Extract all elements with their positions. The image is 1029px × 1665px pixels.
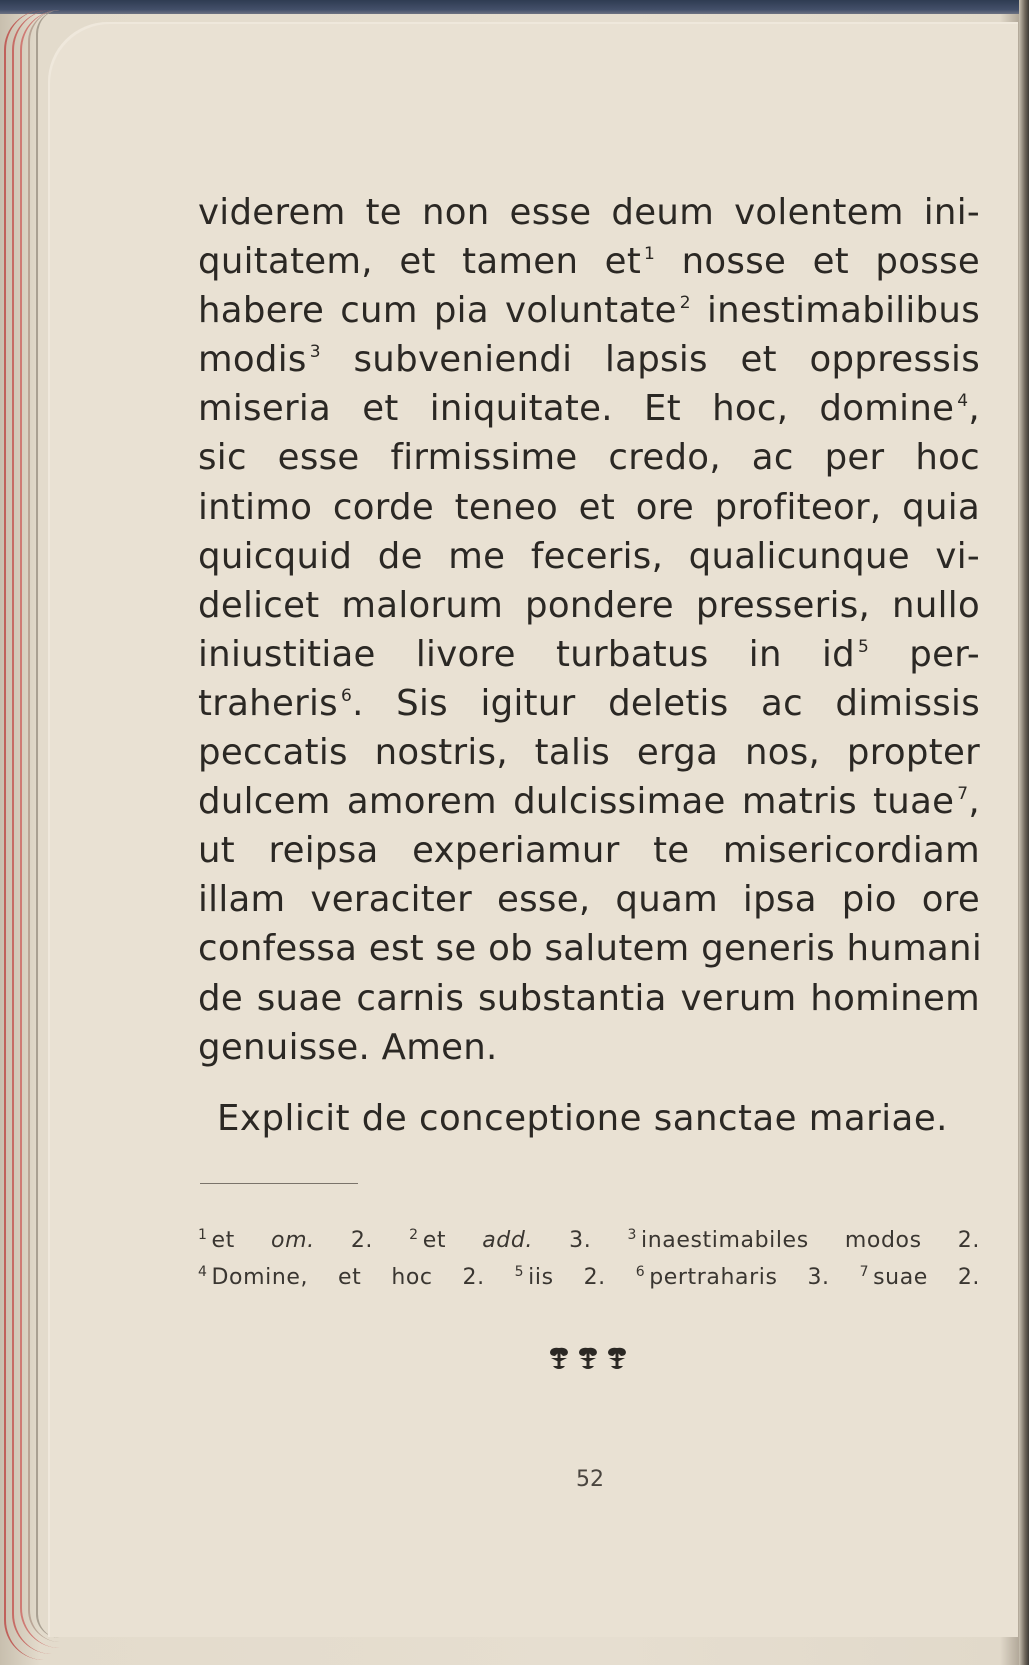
footnote-text: 3. [533,1228,592,1253]
text-run: , [968,388,980,430]
footnote-marker: 2 [679,293,691,314]
footnote-text: iis 2. [528,1265,606,1290]
book-right-edge [1019,0,1029,1665]
text-run: , [968,781,980,823]
text-line [198,630,980,679]
footnote [515,1265,606,1290]
text-line [198,728,980,777]
text-line [198,483,980,532]
footnote-text: Domine, et hoc 2. [211,1265,485,1290]
text-line [198,875,980,924]
footnotes [198,1222,980,1296]
text-run: delicet malorum pondere presseris, nullo [198,584,980,626]
footnote-italic: add. [482,1228,533,1253]
page-number: 52 [576,1467,604,1492]
text-run: habere cum pia voluntate [198,290,677,332]
footnote-number: 3 [627,1227,637,1243]
footnote-text: pertraharis 3. [649,1265,830,1290]
text-run: miseria et iniquitate. Et hoc, domine [198,388,955,430]
footnote-marker: 6 [340,685,353,706]
footnote-rule [200,1183,358,1184]
text-run: genuisse. Amen. [198,1026,498,1068]
text-run: ut reipsa experiamur te misericordiam [198,830,980,872]
text-run: sic esse firmissime credo, ac per hoc [198,437,980,479]
footnote-number: 4 [198,1264,208,1280]
fleuron-ornament-icon [545,1340,631,1374]
footnote-text: suae 2. [873,1265,981,1290]
text-run: per- [869,633,980,675]
text-line [198,581,980,630]
footnote-marker: 1 [644,244,656,265]
text-line [198,286,980,335]
text-run: quitatem, et tamen et [198,241,642,283]
footnote-italic: om. [271,1228,315,1253]
text-run: modis [198,339,307,381]
text-run: . Sis igitur deletis ac dimissis [352,682,980,724]
footnote-marker: 4 [957,391,969,412]
text-line [198,433,980,482]
text-run: de suae carnis substantia verum hominem [198,977,980,1019]
text-run: iniustitiae livore turbatus in id [198,633,855,675]
text-line [198,974,980,1023]
text-run: dulcem amorem dulcissimae matris tuae [198,781,955,823]
text-line [198,532,980,581]
footnote-marker: 7 [957,784,969,805]
text-run: confessa est se ob salutem generis humani [198,928,982,970]
footnote [627,1228,980,1253]
footnote [198,1265,485,1290]
text-run: inestimabilibus [690,290,980,332]
explicit-line: Explicit de conceptione sanctae mariae. [217,1098,948,1139]
footnote [860,1265,980,1290]
footnote-line-2 [198,1259,980,1296]
text-line [198,1023,980,1072]
footnote-text: 2. [314,1228,374,1253]
footnote-line-1 [198,1222,980,1259]
text-line [198,237,980,286]
text-line [198,188,980,237]
text-run: nosse et posse [655,241,980,283]
footnote-number: 5 [514,1264,525,1280]
text-line [198,777,980,826]
footnote-number: 6 [635,1264,646,1280]
text-line [198,384,980,433]
text-line [198,335,980,384]
main-text [198,188,980,1072]
text-run: traheris [198,682,338,724]
footnote-text: et [211,1228,272,1253]
text-line [198,826,980,875]
footnote-number: 1 [198,1227,208,1243]
text-line [198,924,980,973]
footnote-text: inaestimabiles modos 2. [640,1228,980,1253]
footnote-marker: 5 [857,636,870,657]
footnote-number: 7 [859,1264,870,1280]
footnote-number: 2 [409,1227,419,1243]
footnote [198,1228,373,1253]
text-run: viderem te non esse deum volentem ini- [198,192,980,233]
text-run: subveniendi lapsis et oppressis [320,339,980,381]
footnote [409,1228,591,1253]
footnote-marker: 3 [309,342,321,363]
text-run: quicquid de me feceris, qualicunque vi- [198,535,980,577]
text-run: illam veraciter esse, quam ipsa pio ore [198,879,980,921]
book-cover-top [0,0,1029,14]
text-run: peccatis nostris, talis erga nos, propter [198,732,980,774]
footnote [636,1265,830,1290]
footnote-text: et [422,1228,483,1253]
text-line [198,679,980,728]
text-run: intimo corde teneo et ore profiteor, quia [198,486,980,528]
